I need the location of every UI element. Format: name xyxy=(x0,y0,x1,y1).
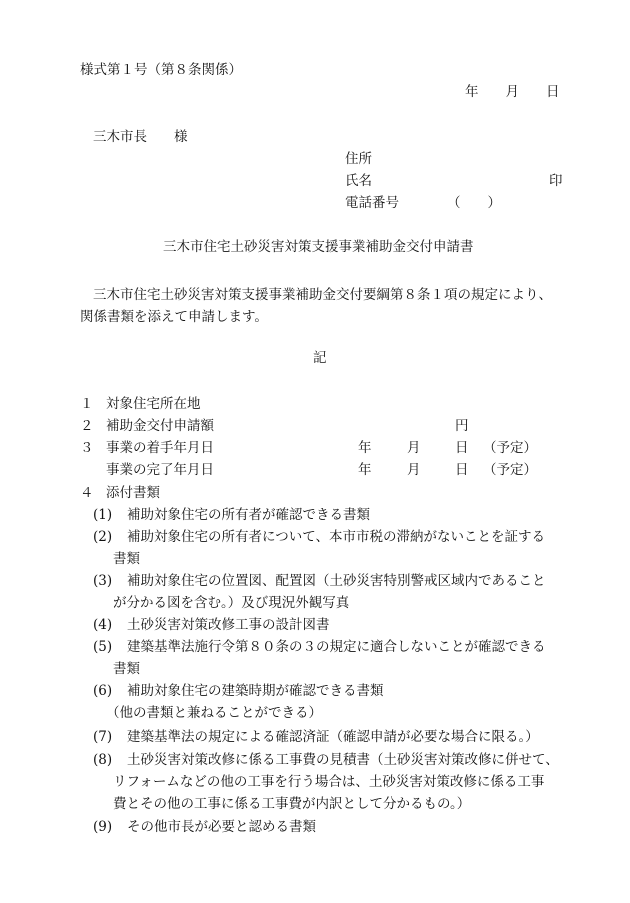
end-month: 月 xyxy=(407,462,421,478)
addressee: 三木市長 様 xyxy=(93,129,188,145)
item-4-number: ４ xyxy=(80,485,94,501)
attachment-5-text: 建築基準法施行令第８０条の３の規定に適合しないことが確認できる xyxy=(127,639,546,655)
attachment-1-text: 補助対象住宅の所有者が確認できる書類 xyxy=(127,507,370,523)
attachment-6-text: 補助対象住宅の建築時期が確認できる書類 xyxy=(127,683,384,699)
end-day: 日 xyxy=(455,462,469,478)
attachment-8-text-cont-2: 費とその他の工事に係る工事費が内訳として分かるもの。） xyxy=(113,796,471,812)
attachment-4-text: 土砂災害対策改修工事の設計図書 xyxy=(127,617,330,633)
item-1-label: 対象住宅所在地 xyxy=(106,396,201,412)
attachment-5-number: (5) xyxy=(93,639,113,655)
phone-label: 電話番号 xyxy=(345,195,399,211)
document-title: 三木市住宅土砂災害対策支援事業補助金交付申請書 xyxy=(163,239,474,255)
attachment-1-number: (1) xyxy=(93,507,113,523)
end-planned: （予定） xyxy=(483,462,537,478)
attachment-8-text-cont-1: リフォームなどの他の工事を行う場合は、土砂災害対策改修に係る工事 xyxy=(113,774,545,790)
start-day: 日 xyxy=(455,440,469,456)
attachment-3-text-cont: が分かる図を含む。）及び現況外観写真 xyxy=(113,595,350,611)
attachment-6-text-cont: （他の書類と兼ねることができる） xyxy=(106,705,322,721)
start-date-label: 事業の着手年月日 xyxy=(106,440,214,456)
attachment-6-number: (6) xyxy=(93,683,113,699)
attachment-4-number: (4) xyxy=(93,617,113,633)
seal-label: 印 xyxy=(549,173,563,189)
item-4-label: 添付書類 xyxy=(106,485,160,501)
attachment-9-text: その他市長が必要と認める書類 xyxy=(127,819,316,835)
ki-heading: 記 xyxy=(313,350,327,366)
attachment-2-number: (2) xyxy=(93,529,113,545)
phone-parens: （ ） xyxy=(447,195,501,211)
item-2-label: 補助金交付申請額 xyxy=(106,418,214,434)
name-label: 氏名 xyxy=(345,173,372,189)
start-year: 年 xyxy=(358,440,372,456)
attachment-8-text: 土砂災害対策改修に係る工事費の見積書（土砂災害対策改修に併せて、 xyxy=(127,752,559,768)
item-2-number: ２ xyxy=(80,418,94,434)
start-month: 月 xyxy=(407,440,421,456)
attachment-5-text-cont: 書類 xyxy=(113,661,140,677)
form-number: 様式第１号（第８条関係） xyxy=(80,62,242,78)
item-1-number: １ xyxy=(80,396,94,412)
attachment-9-number: (9) xyxy=(93,819,113,835)
attachment-8-number: (8) xyxy=(93,752,113,768)
end-year: 年 xyxy=(358,462,372,478)
intro-line-1: 三木市住宅土砂災害対策支援事業補助金交付要綱第８条１項の規定により、 xyxy=(93,287,552,303)
attachment-3-text: 補助対象住宅の位置図、配置図（土砂災害特別警戒区域内であること xyxy=(127,573,546,589)
item-3-number: ３ xyxy=(80,440,94,456)
attachment-2-text: 補助対象住宅の所有者について、本市市税の滞納がないことを証する xyxy=(127,529,545,545)
date-line: 年 月 日 xyxy=(465,84,560,100)
end-date-label: 事業の完了年月日 xyxy=(106,462,214,478)
attachment-2-text-cont: 書類 xyxy=(113,551,140,567)
intro-line-2: 関係書類を添えて申請します。 xyxy=(80,309,268,325)
attachment-3-number: (3) xyxy=(93,573,113,589)
attachment-7-number: (7) xyxy=(93,729,113,745)
item-2-unit: 円 xyxy=(455,418,469,434)
address-label: 住所 xyxy=(345,151,372,167)
attachment-7-text: 建築基準法の規定による確認済証（確認申請が必要な場合に限る。） xyxy=(127,729,539,745)
start-planned: （予定） xyxy=(483,440,537,456)
